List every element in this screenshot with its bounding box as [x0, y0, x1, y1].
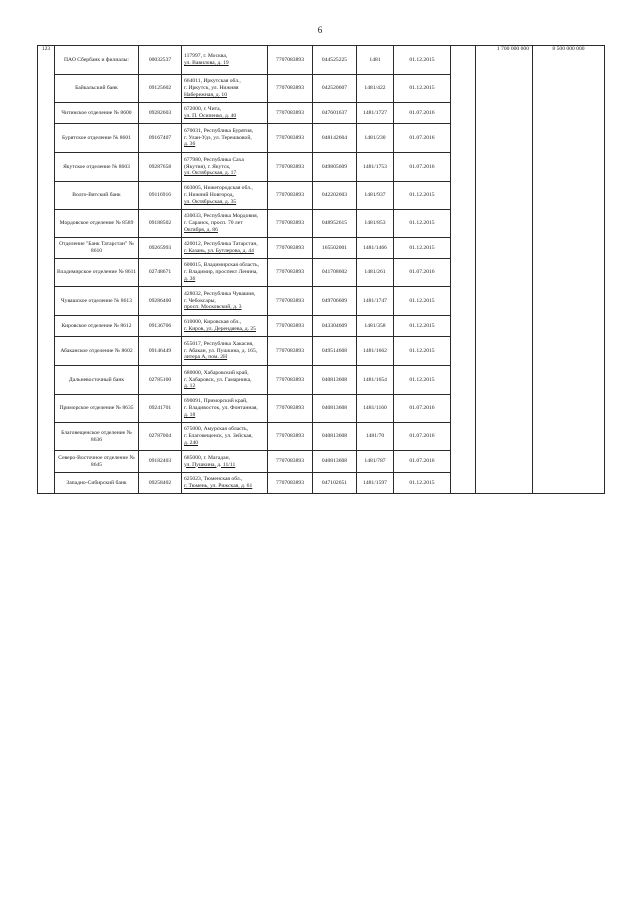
reg-number: 02748671 — [139, 259, 182, 287]
address-line: д. 12 — [184, 383, 196, 390]
date-cell: 01.07.2016 — [394, 153, 451, 182]
reg-number: 02785100 — [139, 366, 182, 395]
date-cell: 01.07.2016 — [394, 259, 451, 287]
address-line: 670031, Республика Бурятия, — [184, 127, 254, 134]
address-line: ул. Вавилова, д. 19 — [184, 60, 229, 66]
address-line: 672000, г. Чита, — [184, 106, 222, 113]
date-cell: 01.12.2015 — [394, 182, 451, 210]
date-cell: 01.07.2016 — [394, 423, 451, 451]
branch-name: Отделение "Банк Татарстан" № 8610 — [55, 238, 139, 259]
inn-number: 7707083893 — [268, 451, 313, 473]
address-cell — [182, 210, 268, 238]
bik-number: 049706609 — [313, 287, 357, 316]
inn-number: 7707083893 — [268, 259, 313, 287]
address-line: просп. Московский, д. 3 — [184, 304, 242, 311]
address-line: 430033, Республика Мордовия, — [184, 213, 259, 220]
license-number: 1481/1753 — [357, 153, 394, 182]
address-line: г. Хабаровск, ул. Гамарника, — [184, 376, 252, 383]
address-cell — [182, 153, 268, 182]
reg-number: 00032537 — [139, 46, 182, 75]
table-row — [38, 46, 605, 75]
inn-number: 7707083893 — [268, 153, 313, 182]
address-line: 680000, Хабаровский край, — [184, 369, 249, 376]
license-number: 1481/1747 — [357, 287, 394, 316]
branch-name: Читинское отделение № 8600 — [55, 103, 139, 124]
address-cell — [182, 75, 268, 103]
branch-name: Владимирское отделение № 8611 — [55, 259, 139, 287]
address-cell — [182, 337, 268, 366]
address-cell — [182, 238, 268, 259]
license-number: 1481/1466 — [357, 238, 394, 259]
inn-number: 7707083893 — [268, 210, 313, 238]
inn-number: 7707083893 — [268, 75, 313, 103]
address-cell — [182, 259, 268, 287]
bik-number: 049514608 — [313, 337, 357, 366]
address-line: литера А, пом. 2Н — [184, 354, 228, 361]
address-line: г. Благовещенск, ул. Зейская, — [184, 433, 253, 440]
reg-number: 09287658 — [139, 153, 182, 182]
address-line: 420012, Республика Татарстан, — [184, 241, 258, 248]
date-cell: 01.12.2015 — [394, 473, 451, 494]
bik-number: 047102651 — [313, 473, 357, 494]
address-line: Набережная, д. 10 — [184, 91, 228, 98]
branch-name: Абаканское отделение № 8602 — [55, 337, 139, 366]
reg-number: 09182403 — [139, 451, 182, 473]
branch-name: Бурятское отделение № 8601 — [55, 124, 139, 153]
license-number: 1481/1654 — [357, 366, 394, 395]
address-line: (Якутия), г. Якутск, — [184, 163, 231, 170]
address-line: д. 240 — [184, 439, 199, 446]
address-line: 117997, г. Москва, — [184, 53, 228, 60]
address-line: г. Улан-Удэ, ул. Терешковой, — [184, 134, 252, 141]
address-line: 655017, Республика Хакасия, — [184, 340, 254, 347]
address-line: 677980, Республика Саха — [184, 156, 244, 163]
bik-number: 042520607 — [313, 75, 357, 103]
reg-number: 09282603 — [139, 103, 182, 124]
date-cell: 01.12.2015 — [394, 337, 451, 366]
bik-number: 165502001 — [313, 238, 357, 259]
license-number: 1481/853 — [357, 210, 394, 238]
reg-number: 09136706 — [139, 316, 182, 337]
amount-1: 1 700 000 000 — [476, 46, 533, 494]
bik-number: 048142604 — [313, 124, 357, 153]
inn-number: 7707083893 — [268, 423, 313, 451]
address-line: 600015, Владимирская область, — [184, 262, 259, 269]
branch-name: Благовещенское отделение № 8636 — [55, 423, 139, 451]
date-cell: 01.07.2016 — [394, 395, 451, 423]
inn-number: 7707083893 — [268, 46, 313, 75]
address-line: д. 36 — [184, 275, 196, 282]
inn-number: 7707083893 — [268, 316, 313, 337]
date-cell: 01.07.2016 — [394, 124, 451, 153]
license-number: 1481/230 — [357, 124, 394, 153]
reg-number: 09286400 — [139, 287, 182, 316]
date-cell: 01.12.2015 — [394, 238, 451, 259]
license-number: 1481/70 — [357, 423, 394, 451]
license-number: 1481/1160 — [357, 395, 394, 423]
address-cell — [182, 366, 268, 395]
date-cell: 01.12.2015 — [394, 46, 451, 75]
empty-cell — [451, 46, 476, 494]
bik-number: 043304609 — [313, 316, 357, 337]
address-line: ул. П. Осипенко, д. 40 — [184, 113, 237, 119]
date-cell: 01.12.2015 — [394, 287, 451, 316]
branch-name: Волго-Вятский банк — [55, 182, 139, 210]
address-cell — [182, 124, 268, 153]
inn-number: 7707083893 — [268, 473, 313, 494]
branch-name: Северо-Восточное отделение № 8645 — [55, 451, 139, 473]
address-line: г. Владивосток, ул. Фонтанная, — [184, 405, 258, 412]
address-cell — [182, 423, 268, 451]
address-cell — [182, 316, 268, 337]
branch-name: Байкальский банк — [55, 75, 139, 103]
reg-number: 09258402 — [139, 473, 182, 494]
date-cell: 01.07.2016 — [394, 103, 451, 124]
date-cell: 01.12.2015 — [394, 316, 451, 337]
address-line: Октября, д. 86 — [184, 226, 218, 233]
inn-number: 7707083893 — [268, 103, 313, 124]
bik-number: 040813608 — [313, 395, 357, 423]
bik-number: 044525225 — [313, 46, 357, 75]
branch-name: Западно-Сибирский банк — [55, 473, 139, 494]
license-number: 1481/422 — [357, 75, 394, 103]
license-number: 1481/787 — [357, 451, 394, 473]
date-cell: 01.12.2015 — [394, 75, 451, 103]
reg-number: 09167407 — [139, 124, 182, 153]
address-cell — [182, 395, 268, 423]
branch-name: Приморское отделение № 8635 — [55, 395, 139, 423]
inn-number: 7707083893 — [268, 182, 313, 210]
branch-name: Чувашское отделение № 8613 — [55, 287, 139, 316]
branch-name: Дальневосточный банк — [55, 366, 139, 395]
address-cell — [182, 46, 268, 75]
table-body — [38, 46, 605, 494]
branch-name: Кировское отделение № 8612 — [55, 316, 139, 337]
license-number: 1481/358 — [357, 316, 394, 337]
address-line: г. Нижний Новгород, — [184, 192, 234, 199]
reg-number: 02787004 — [139, 423, 182, 451]
address-line: г. Владимир, проспект Ленина, — [184, 269, 258, 276]
address-line: г. Чебоксары, — [184, 297, 216, 304]
bik-number: 048952615 — [313, 210, 357, 238]
branch-name: Мордовское отделение № 8589 — [55, 210, 139, 238]
address-line: ул. Октябрьская, д. 17 — [184, 170, 237, 177]
address-line: 675000, Амурская область, — [184, 426, 248, 433]
license-number: 1481/937 — [357, 182, 394, 210]
reg-number: 09116916 — [139, 182, 182, 210]
address-line: д. 18 — [184, 411, 196, 418]
address-line: 685000, г. Магадан, — [184, 454, 230, 461]
reg-number: 09265993 — [139, 238, 182, 259]
bik-number: 040813608 — [313, 451, 357, 473]
reg-number: 09188502 — [139, 210, 182, 238]
reg-number: 09125602 — [139, 75, 182, 103]
address-line: д. 36 — [184, 141, 196, 148]
address-cell — [182, 287, 268, 316]
address-cell — [182, 182, 268, 210]
address-line: 428032, Республика Чувашия, — [184, 290, 256, 297]
inn-number: 7707083893 — [268, 238, 313, 259]
bank-branches-table — [37, 45, 605, 494]
address-line: 690091, Приморский край, — [184, 398, 248, 405]
address-line: 603005, Нижегородская обл., — [184, 185, 253, 192]
bik-number: 040813608 — [313, 423, 357, 451]
license-number: 1481/261 — [357, 259, 394, 287]
amount-2: 8 500 000 000 — [533, 46, 605, 494]
address-line: г. Саранск, просп. 70 лет — [184, 220, 243, 227]
branch-name: ПАО Сбербанк и филиалы: — [55, 46, 139, 75]
inn-number: 7707083893 — [268, 366, 313, 395]
bik-number: 041708602 — [313, 259, 357, 287]
date-cell: 01.07.2016 — [394, 451, 451, 473]
address-line: г. Тюмень, ул. Рижская, д. 61 — [184, 483, 253, 489]
branch-name: Якутское отделение № 8603 — [55, 153, 139, 182]
row-number: 123 — [38, 46, 55, 494]
address-line: 664011, Иркутская обл., — [184, 78, 241, 85]
address-line: 610000, Кировская обл., — [184, 319, 242, 326]
bik-number: 042202603 — [313, 182, 357, 210]
page-number: 6 — [317, 25, 323, 35]
license-number: 1481/1727 — [357, 103, 394, 124]
inn-number: 7707083893 — [268, 395, 313, 423]
date-cell: 01.12.2015 — [394, 366, 451, 395]
inn-number: 7707083893 — [268, 287, 313, 316]
reg-number: 09146449 — [139, 337, 182, 366]
inn-number: 7707083893 — [268, 337, 313, 366]
license-number: 1481/1597 — [357, 473, 394, 494]
address-line: ул. Октябрьская, д. 35 — [184, 198, 237, 205]
address-cell — [182, 451, 268, 473]
address-cell — [182, 103, 268, 124]
address-line: г. Иркутск, ул. Нижняя — [184, 85, 239, 92]
address-line: 625023, Тюменская обл., — [184, 476, 243, 483]
license-number: 1481/1662 — [357, 337, 394, 366]
date-cell: 01.12.2015 — [394, 210, 451, 238]
address-line: г. Абакан, ул. Пушкина, д. 165, — [184, 347, 258, 354]
address-line: г. Киров, ул. Дерендяева, д. 25 — [184, 326, 256, 332]
address-line: ул. Пушкина, д. 11/11 — [184, 461, 236, 468]
address-cell — [182, 473, 268, 494]
bik-number: 047601637 — [313, 103, 357, 124]
address-line: г. Казань, ул. Бутлерова, д. 44 — [184, 248, 254, 254]
inn-number: 7707083893 — [268, 124, 313, 153]
reg-number: 09241701 — [139, 395, 182, 423]
bik-number: 040813608 — [313, 366, 357, 395]
bik-number: 049805609 — [313, 153, 357, 182]
license-number: 1481 — [357, 46, 394, 75]
